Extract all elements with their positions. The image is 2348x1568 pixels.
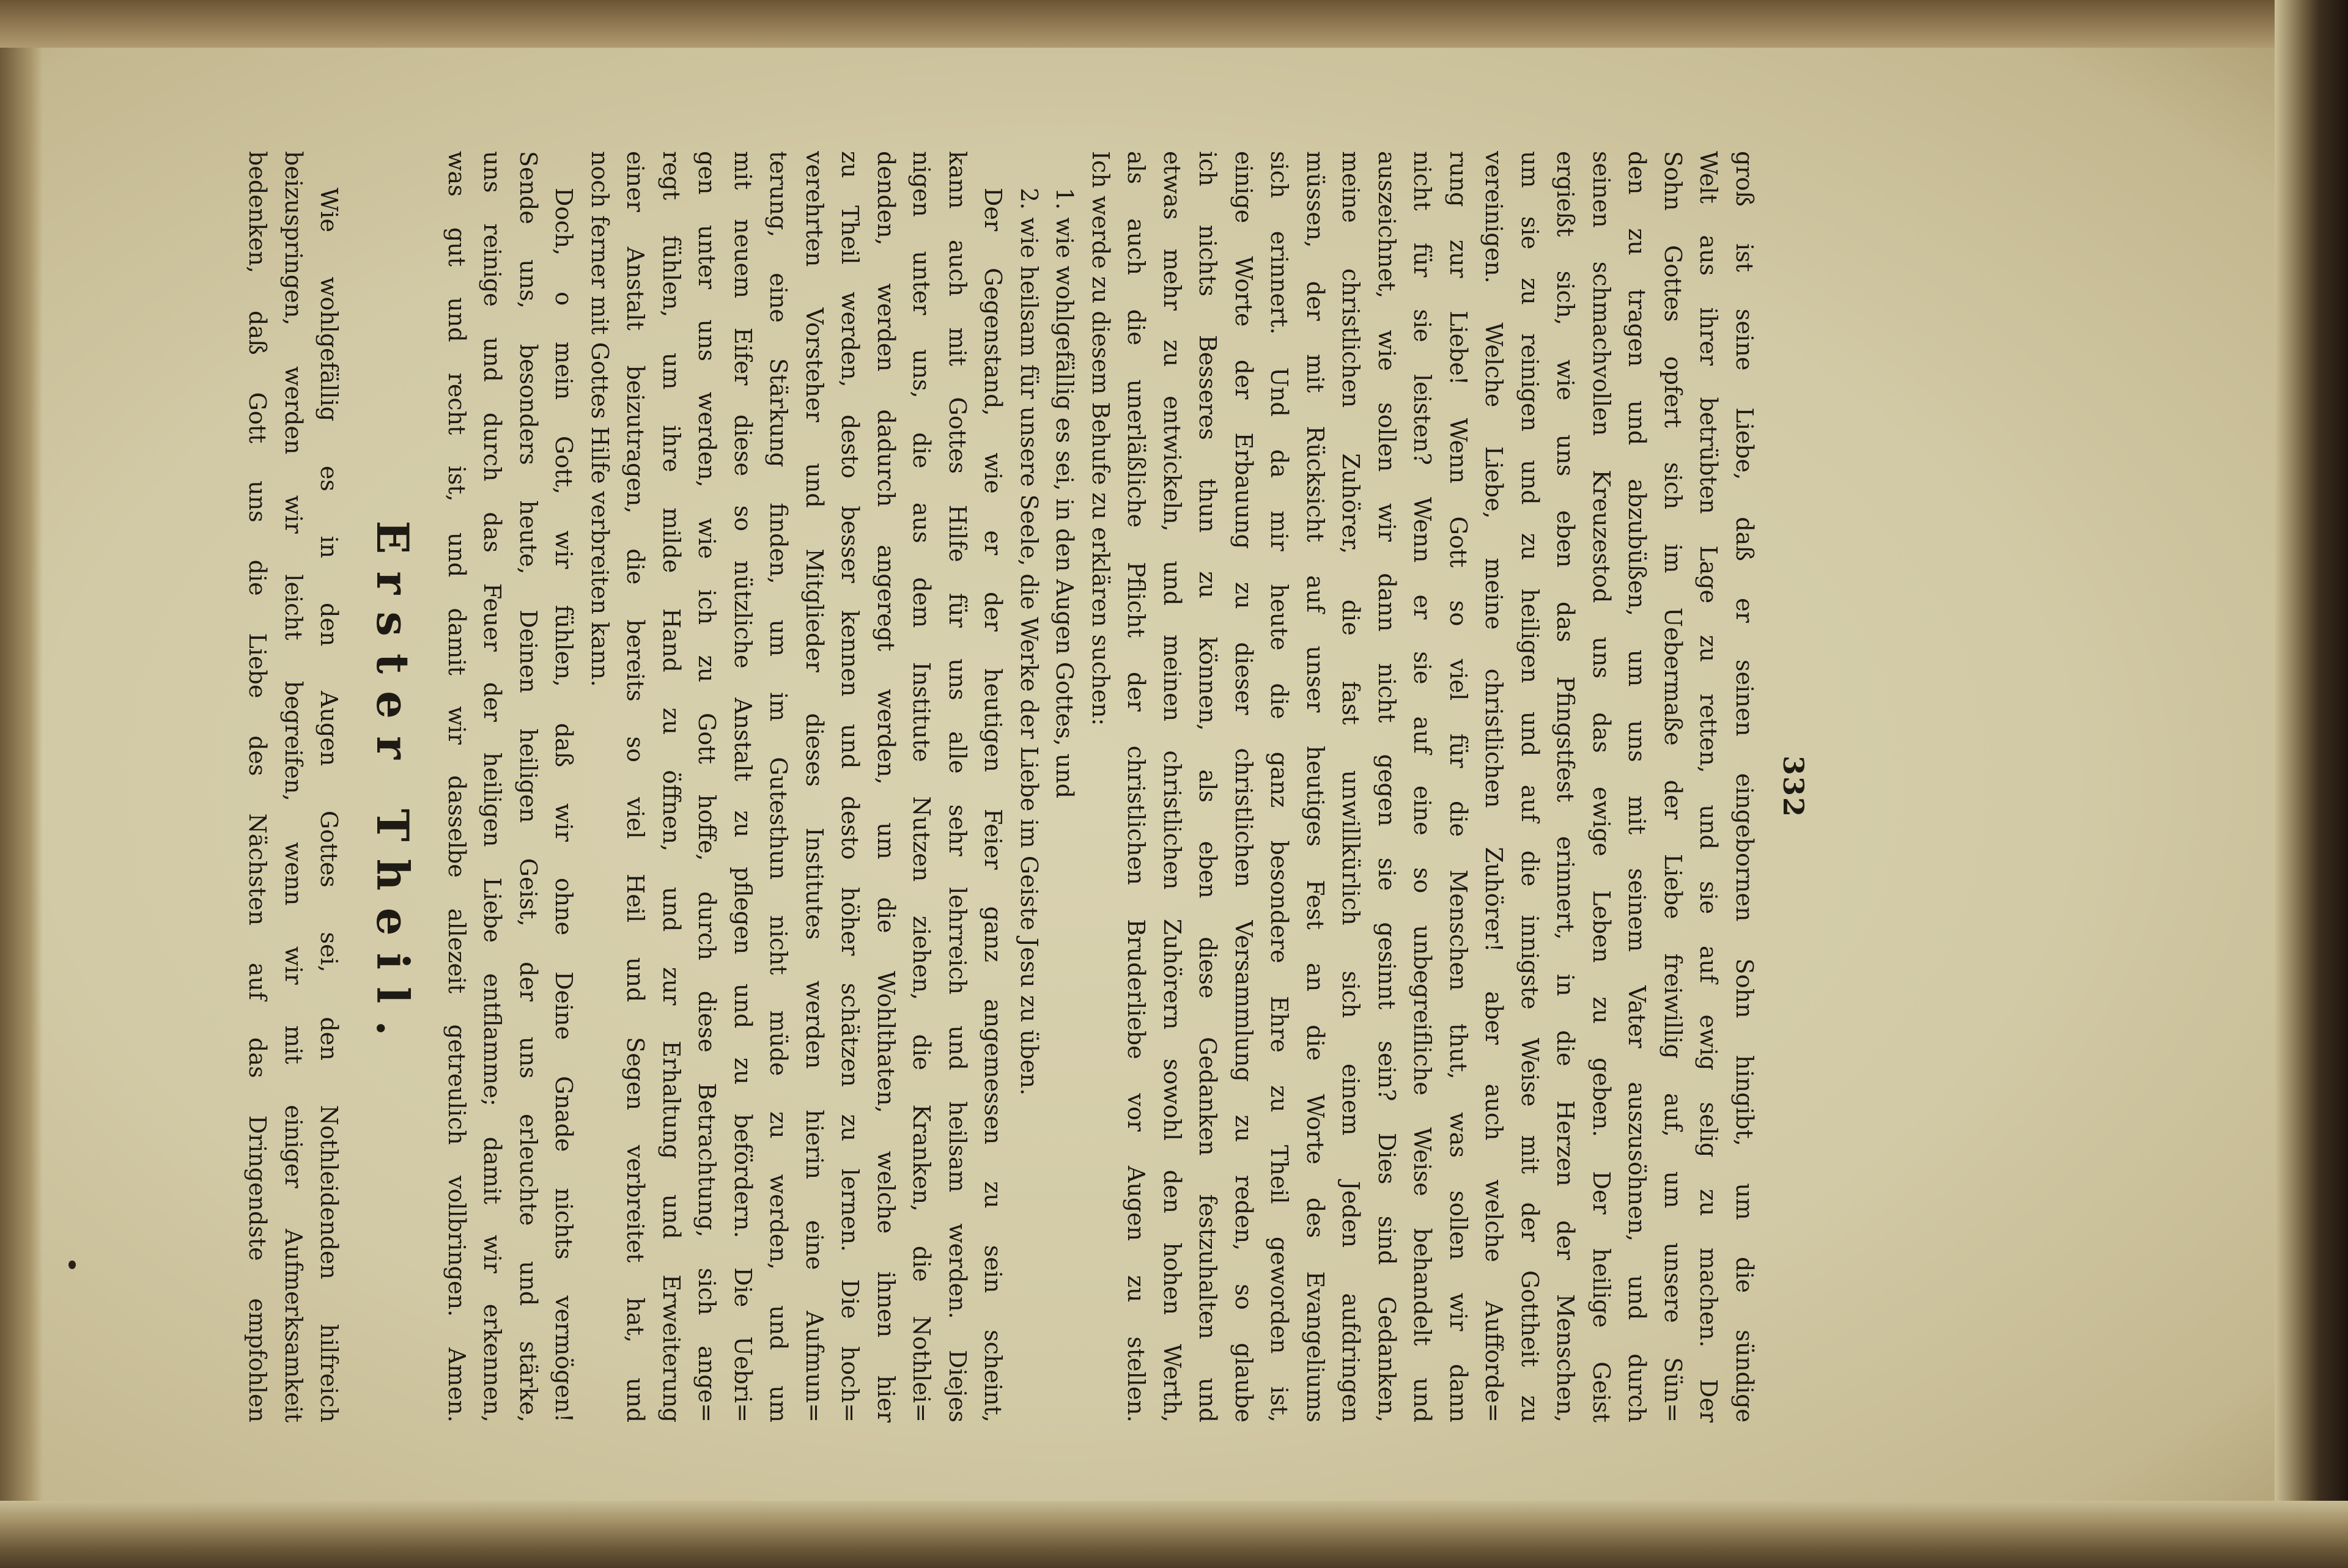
book-fore-edge (2275, 0, 2348, 1568)
text-line: zu Theil werden, desto besser kennen und desto höher schätzen zu lernen. Die hoch= (836, 151, 864, 1423)
text-line: rung zur Liebe! Wenn Gott so viel für die Menschen thut, was sollen wir dann (1445, 151, 1472, 1423)
text-line: verehrten Vorsteher und Mitglieder dieses Institutes werden hierin eine Aufmun= (801, 151, 828, 1423)
text-line: regt fühlen, um ihre milde Hand zu öffnen, und zur Erhaltung und Erweiterung (658, 151, 685, 1423)
text-line: einige Worte der Erbauung zu dieser christlichen Versammlung zu reden, so glaube (1230, 151, 1257, 1423)
text-line: kann auch mit Gottes Hilfe für uns alle sehr lehrreich und heilsam werden. Diejes (944, 151, 971, 1423)
page-body (240, 151, 1762, 1423)
page-number: 332 (1777, 755, 1810, 819)
text-line: ich nichts Besseres thun zu können, als eben diese Gedanken festzuhalten und (1194, 151, 1222, 1423)
text-line: gen unter uns werden, wie ich zu Gott hoffe, durch diese Betrachtung, sich ange= (693, 151, 721, 1423)
text-line: um sie zu reinigen und zu heiligen und auf die innigste Weise mit der Gottheit zu (1516, 151, 1543, 1423)
text-line: Sende uns, besonders heute, Deinen heiligen Geist, der uns erleuchte und stärke, (515, 151, 542, 1423)
text-line: nicht für sie leisten? Wenn er sie auf eine so unbegreifliche Weise behandelt und (1409, 151, 1436, 1423)
text-line: einer Anstalt beizutragen, die bereits so viel Heil und Segen verbreitet hat, und (622, 151, 649, 1423)
section-heading: Erster Theil. (367, 520, 419, 1053)
text-line: Welt aus ihrer betrübten Lage zu retten, und sie auf ewig selig zu machen. Der (1695, 151, 1722, 1423)
text-line: bedenken, daß Gott uns die Liebe des Nächsten auf das Dringendste empfohlen (244, 151, 271, 1423)
book-spine-shadow (0, 0, 43, 1568)
text-line: terung, eine Stärkung finden, um im Gutesthun nicht müde zu werden, und um (765, 151, 792, 1423)
text-lines-before-heading (439, 151, 1763, 1423)
text-line: seinen schmachvollen Kreuzestod uns das ewige Leben zu geben. Der heilige Geist (1588, 151, 1615, 1423)
text-line: mit neuem Eifer diese so nützliche Anstalt zu pflegen und zu befördern. Die Uebri= (729, 151, 756, 1423)
text-line: 2. wie heilsam für unsere Seele, die Werke der Liebe im Geiste Jesu zu üben. (1016, 188, 1043, 1096)
text-line: Sohn Gottes opfert sich im Uebermaße der Liebe freiwillig auf, um unsere Sün= (1659, 151, 1686, 1423)
printed-text-block (244, 151, 1810, 1423)
text-line: vereinigen. Welche Liebe, meine christlichen Zuhörer! aber auch welche Aufforde= (1480, 151, 1508, 1423)
text-line: beizuspringen, werden wir leicht begreifen, wenn wir mit einiger Aufmerksamkeit (280, 151, 307, 1423)
text-line: noch ferner mit Gottes Hilfe verbreiten kann. (586, 151, 613, 687)
text-line: Der Gegenstand, wie er der heutigen Feier ganz angemessen zu sein scheint, (980, 188, 1007, 1423)
text-line: ergießt sich, wie uns eben das Pfingstfest erinnert, in die Herzen der Menschen, (1552, 151, 1579, 1423)
text-line: müssen, der mit Rücksicht auf unser heutiges Fest an die Worte des Evangeliums (1302, 151, 1329, 1423)
text-line: etwas mehr zu entwickeln, und meinen christlichen Zuhörern sowohl den hohen Werth, (1159, 151, 1186, 1423)
text-line: Wie wohlgefällig es in den Augen Gottes sei, den Nothleidenden hilfreich (316, 188, 343, 1423)
book-bottom-edge (0, 1501, 2348, 1568)
text-line: nigen unter uns, die aus dem Institute Nutzen ziehen, die Kranken, die Nothlei= (908, 151, 936, 1423)
text-line: auszeichnet, wie sollen wir dann nicht gegen sie gesinnt sein? Dies sind Gedanken, (1373, 151, 1400, 1423)
text-line: sich erinnert. Und da mir heute die ganz besondere Ehre zu Theil geworden ist, (1266, 151, 1293, 1423)
ink-spot (68, 1261, 76, 1269)
text-line: denden, werden dadurch angeregt werden, um die Wohlthaten, welche ihnen hier (873, 151, 899, 1423)
text-line: als auch die unerläßliche Pflicht der christlichen Bruderliebe vor Augen zu stellen. (1123, 151, 1150, 1423)
text-line: Doch, o mein Gott, wir fühlen, daß wir ohne Deine Gnade nichts vermögen! (550, 188, 578, 1423)
book-top-edge (0, 0, 2348, 48)
text-line: meine christlichen Zuhörer, die fast unwillkürlich sich einem Jeden aufdringen (1337, 151, 1365, 1423)
text-line: uns reinige und durch das Feuer der heiligen Liebe entflamme; damit wir erkennen, (479, 151, 506, 1423)
text-line: groß ist seine Liebe, daß er seinen eingebornen Sohn hingibt, um die sündige (1731, 151, 1758, 1423)
text-line: den zu tragen und abzubüßen, um uns mit seinem Vater auszusöhnen, und durch (1623, 151, 1651, 1423)
text-line: was gut und recht ist, und damit wir dasselbe allezeit getreulich vollbringen. Amen. (443, 151, 470, 1423)
text-line: Ich werde zu diesem Behufe zu erklären suchen: (1087, 151, 1114, 726)
text-line: 1. wie wohlgefällig es sei, in den Augen Gottes, und (1051, 188, 1079, 798)
text-lines-after-heading (240, 151, 347, 1423)
